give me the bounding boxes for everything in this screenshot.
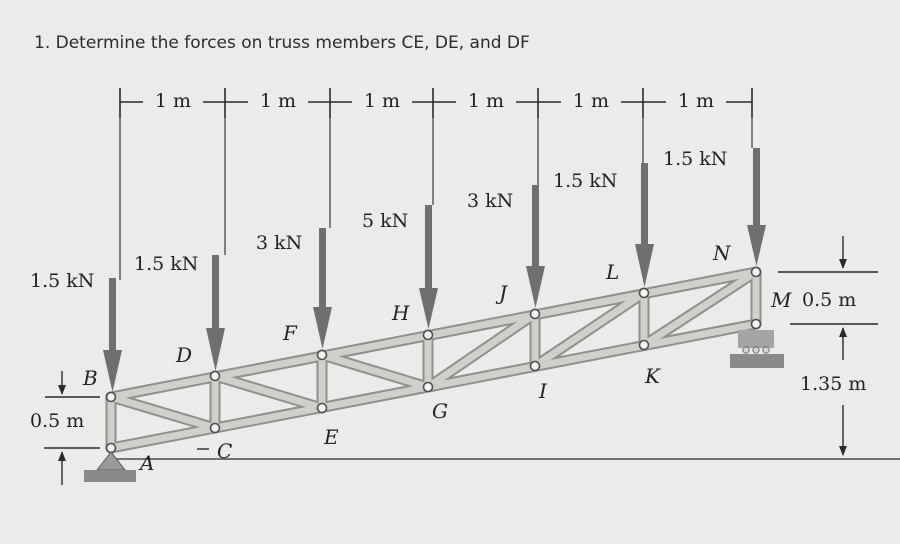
load-label-H: 5 kN	[362, 210, 409, 232]
spacing-label: 1 m	[467, 90, 505, 112]
spacing-label: 1 m	[677, 90, 715, 112]
load-label-L: 1.5 kN	[553, 170, 618, 192]
node-label-D: D	[176, 343, 193, 367]
load-arrows	[103, 148, 766, 392]
spacing-label: 1 m	[154, 90, 192, 112]
right-height-label: 0.5 m	[802, 289, 857, 311]
load-label-F: 3 kN	[256, 232, 303, 254]
left-height-label: 0.5 m	[30, 410, 85, 432]
node-label-A: A	[140, 451, 155, 475]
spacing-label: 1 m	[363, 90, 401, 112]
roller-support-M	[730, 330, 784, 368]
node-label-K: K	[645, 364, 660, 388]
node-label-L: L	[606, 260, 620, 284]
pin-support-A	[84, 452, 136, 482]
spacing-label: 1 m	[572, 90, 610, 112]
node-label-G: G	[432, 399, 448, 423]
question-text: 1. Determine the forces on truss members CE, DE, and DF	[34, 33, 530, 53]
node-label-N: N	[713, 241, 731, 265]
node-label-M: M	[771, 288, 792, 312]
load-label-J: 3 kN	[467, 190, 514, 212]
right-rise-label: 1.35 m	[800, 373, 867, 395]
node-label-C: C	[217, 439, 233, 463]
spacing-dimension	[120, 88, 752, 118]
node-label-J: J	[499, 281, 508, 305]
right-dimension	[778, 236, 878, 455]
load-label-D: 1.5 kN	[134, 253, 199, 275]
spacing-label: 1 m	[259, 90, 297, 112]
load-label-B: 1.5 kN	[30, 270, 95, 292]
node-label-B: B	[83, 366, 98, 390]
load-label-N: 1.5 kN	[663, 148, 728, 170]
node-label-H: H	[392, 301, 410, 325]
node-label-I: I	[539, 379, 547, 403]
node-label-E: E	[324, 425, 339, 449]
node-label-F: F	[283, 321, 297, 345]
